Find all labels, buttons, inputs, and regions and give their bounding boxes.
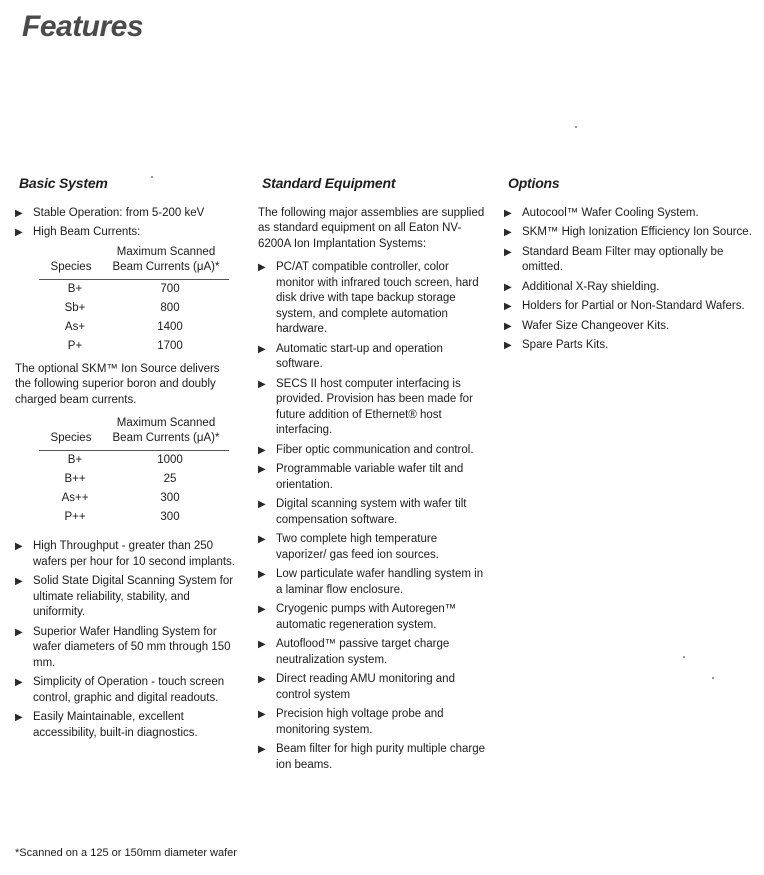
beam-currents-header: Maximum Scanned Beam Currents (μA)* xyxy=(112,417,220,444)
table-row xyxy=(39,451,229,471)
list-item-text: Digital scanning system with wafer tilt compensation software. xyxy=(276,498,467,526)
list-item-text: Automatic start-up and operation software. xyxy=(276,342,443,370)
standard-equipment-intro: The following major assemblies are supplied as standard equipment on all Eaton NV-6200A Ion Implantation Systems: xyxy=(258,206,485,250)
arrow-bullet-icon: ▶ xyxy=(15,207,23,219)
list-item xyxy=(15,710,237,741)
current-cell: 300 xyxy=(160,492,180,504)
list-item xyxy=(504,280,754,296)
arrow-bullet-icon: ▶ xyxy=(15,227,23,238)
list-item xyxy=(258,707,486,738)
beam-currents-table xyxy=(39,245,229,356)
arrow-bullet-icon: ▶ xyxy=(258,534,266,545)
list-item-text: Superior Wafer Handling System for wafer diameters of 50 mm through 150 mm. xyxy=(33,625,231,669)
arrow-bullet-icon: ▶ xyxy=(258,709,266,720)
arrow-bullet-icon: ▶ xyxy=(15,541,23,552)
list-item-text: Precision high voltage probe and monitoring system. xyxy=(276,708,444,736)
standard-equipment-column xyxy=(258,176,486,777)
list-item-text: Autoflood™ passive target charge neutralization system. xyxy=(276,638,450,666)
species-header: Species xyxy=(50,260,92,273)
list-item xyxy=(258,260,486,338)
species-cell: Sb+ xyxy=(64,301,86,314)
species-cell: P+ xyxy=(67,339,83,352)
list-item-text: Stable Operation: from 5-200 keV xyxy=(33,206,205,219)
list-item xyxy=(504,299,754,315)
list-item xyxy=(504,245,754,276)
list-item xyxy=(258,532,486,563)
scan-speck xyxy=(575,126,577,128)
table-row xyxy=(39,489,229,508)
list-item-text: Programmable variable wafer tilt and orientation. xyxy=(276,463,464,491)
list-item-text: SKM™ High Ionization Efficiency Ion Source. xyxy=(522,226,752,238)
list-item xyxy=(258,672,486,703)
list-item xyxy=(15,206,237,222)
list-item-text: High Throughput - greater than 250 wafers per hour for 10 second implants. xyxy=(33,540,235,568)
arrow-bullet-icon: ▶ xyxy=(258,674,266,685)
beam-currents-header: Maximum Scanned Beam Currents (μA)* xyxy=(112,245,220,273)
arrow-bullet-icon: ▶ xyxy=(258,444,266,456)
table-row xyxy=(39,337,229,356)
standard-equipment-heading: Standard Equipment xyxy=(262,175,396,191)
list-item xyxy=(258,342,486,373)
list-item-text: Beam filter for high purity multiple charge ion beams. xyxy=(276,743,486,771)
arrow-bullet-icon: ▶ xyxy=(504,207,512,219)
arrow-bullet-icon: ▶ xyxy=(504,227,512,238)
arrow-bullet-icon: ▶ xyxy=(504,301,512,312)
list-item xyxy=(504,225,754,241)
arrow-bullet-icon: ▶ xyxy=(504,281,512,293)
list-item xyxy=(15,625,237,672)
list-item-text: Easily Maintainable, excellent accessibility, built-in diagnostics. xyxy=(33,711,198,739)
list-item xyxy=(258,377,486,439)
table-row xyxy=(39,279,229,299)
arrow-bullet-icon: ▶ xyxy=(258,464,266,475)
list-item-text: Two complete high temperature vaporizer/ gas feed ion sources. xyxy=(276,533,440,561)
list-item xyxy=(258,742,486,773)
arrow-bullet-icon: ▶ xyxy=(258,744,266,755)
list-item xyxy=(258,443,486,459)
arrow-bullet-icon: ▶ xyxy=(258,378,266,390)
arrow-bullet-icon: ▶ xyxy=(15,626,23,638)
skm-paragraph: The optional SKM™ Ion Source delivers the following superior boron and doubly charged beam currents. xyxy=(15,362,220,406)
list-item xyxy=(15,675,237,706)
species-cell: B+ xyxy=(39,279,111,299)
list-item-text: Autocool™ Wafer Cooling System. xyxy=(522,206,699,219)
arrow-bullet-icon: ▶ xyxy=(15,677,23,688)
arrow-bullet-icon: ▶ xyxy=(504,320,512,332)
arrow-bullet-icon: ▶ xyxy=(504,246,512,258)
current-cell: 800 xyxy=(160,301,180,314)
species-cell: B+ xyxy=(39,451,111,471)
current-cell: 300 xyxy=(160,511,180,523)
options-heading: Options xyxy=(508,175,560,191)
arrow-bullet-icon: ▶ xyxy=(258,569,266,580)
list-item xyxy=(258,637,486,668)
options-column xyxy=(504,176,754,358)
list-item-text: SECS II host computer interfacing is provided. Provision has been made for future addition of Ethernet® host interfacing. xyxy=(276,377,473,436)
arrow-bullet-icon: ▶ xyxy=(504,340,512,351)
species-header: Species xyxy=(50,432,92,444)
species-cell: As++ xyxy=(61,492,89,504)
list-item-text: Low particulate wafer handling system in a laminar flow enclosure. xyxy=(276,568,484,596)
list-item-text: Wafer Size Changeover Kits. xyxy=(522,319,670,332)
arrow-bullet-icon: ▶ xyxy=(258,262,266,273)
list-item-text: Simplicity of Operation - touch screen control, graphic and digital readouts. xyxy=(33,676,225,704)
table-row xyxy=(39,508,229,527)
species-cell: As+ xyxy=(64,320,86,333)
scan-speck xyxy=(683,656,685,658)
list-item-text: PC/AT compatible controller, color monitor with infrared touch screen, hard disk drive with tape backup storage system, and complete automation hardware. xyxy=(276,261,479,335)
current-cell: 1400 xyxy=(157,320,183,333)
list-item xyxy=(504,206,754,222)
skm-beam-currents-table xyxy=(39,416,229,527)
list-item xyxy=(504,319,754,335)
list-item-text: Spare Parts Kits. xyxy=(522,339,609,351)
list-item xyxy=(258,567,486,598)
list-item-text: Cryogenic pumps with Autoregen™ automatic regeneration system. xyxy=(276,603,457,631)
arrow-bullet-icon: ▶ xyxy=(258,604,266,615)
list-item xyxy=(15,574,237,621)
list-item-text: Holders for Partial or Non-Standard Wafers. xyxy=(522,300,745,312)
list-item-text: Solid State Digital Scanning System for ultimate reliability, stability, and uniformity. xyxy=(33,575,234,618)
basic-system-column xyxy=(15,176,237,745)
current-cell: 700 xyxy=(111,279,229,299)
list-item xyxy=(504,338,754,354)
list-item-text: Fiber optic communication and control. xyxy=(276,443,474,456)
basic-system-heading: Basic System xyxy=(19,175,108,191)
arrow-bullet-icon: ▶ xyxy=(15,576,23,587)
list-item-text: Direct reading AMU monitoring and control system xyxy=(276,673,455,701)
arrow-bullet-icon: ▶ xyxy=(15,712,23,723)
scan-speck xyxy=(712,677,714,679)
table-row xyxy=(39,299,229,318)
list-item xyxy=(15,539,237,570)
list-item-text: Standard Beam Filter may optionally be omitted. xyxy=(522,245,724,273)
list-item-text: Additional X-Ray shielding. xyxy=(522,280,660,293)
arrow-bullet-icon: ▶ xyxy=(258,639,266,650)
current-cell: 1700 xyxy=(157,339,183,352)
list-item xyxy=(258,462,486,493)
table-row xyxy=(39,318,229,337)
list-item-text: High Beam Currents: xyxy=(33,226,141,238)
current-cell: 25 xyxy=(163,473,177,485)
list-item xyxy=(15,225,237,241)
scan-speck xyxy=(151,176,153,178)
page-title: Features xyxy=(22,10,144,43)
species-cell: B++ xyxy=(64,473,86,485)
list-item xyxy=(258,497,486,528)
list-item xyxy=(258,602,486,633)
current-cell: 1000 xyxy=(111,451,229,471)
table-row xyxy=(39,470,229,489)
arrow-bullet-icon: ▶ xyxy=(258,343,266,355)
species-cell: P++ xyxy=(64,511,86,523)
footnote: *Scanned on a 125 or 150mm diameter wafer xyxy=(15,847,237,859)
arrow-bullet-icon: ▶ xyxy=(258,499,266,510)
